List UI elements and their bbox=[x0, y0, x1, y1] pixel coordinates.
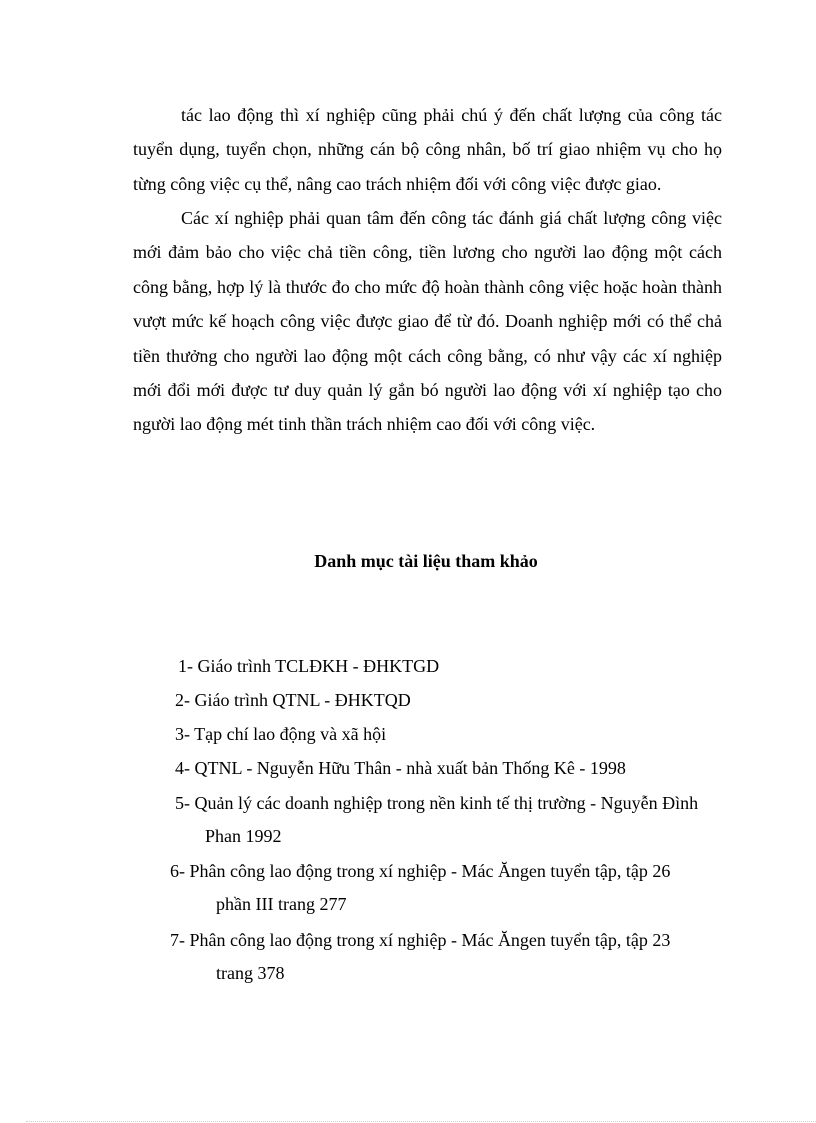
reference-text: 7- Phân công lao động trong xí nghiệp - Mác Ăngen tuyển tập, tập 23 bbox=[170, 930, 671, 950]
reference-item bbox=[175, 752, 626, 785]
reference-text: 5- Quản lý các doanh nghiệp trong nền kinh tế thị trường - Nguyễn Đình bbox=[175, 793, 699, 813]
references-heading: Danh mục tài liệu tham khảo bbox=[314, 551, 538, 571]
reference-item bbox=[178, 650, 439, 683]
reference-continuation: phần III trang 277 bbox=[216, 894, 347, 914]
reference-text: 2- Giáo trình QTNL - ĐHKTQD bbox=[175, 690, 411, 710]
reference-text: 6- Phân công lao động trong xí nghiệp - Mác Ăngen tuyển tập, tập 26 bbox=[170, 861, 671, 881]
reference-item bbox=[175, 684, 411, 717]
reference-item bbox=[170, 924, 723, 990]
reference-text: 1- Giáo trình TCLĐKH - ĐHKTGD bbox=[178, 656, 440, 676]
page-bottom-divider bbox=[26, 1121, 816, 1122]
reference-continuation: trang 378 bbox=[216, 963, 285, 983]
reference-item bbox=[170, 855, 723, 921]
reference-text: 4- QTNL - Nguyễn Hữu Thân - nhà xuất bản Thống Kê - 1998 bbox=[175, 758, 626, 778]
body-paragraph-1: tác lao động thì xí nghiệp cũng phải chú ý đến chất lượng của công tác tuyển dụng, tuyển chọn, những cán bộ công nhân, bố trí giao nhiệm vụ cho họ từng công việc cụ thể, nâng cao trách nhiệm đối với công việc được giao. bbox=[133, 105, 722, 194]
reference-item bbox=[175, 718, 386, 751]
reference-item bbox=[175, 787, 723, 853]
body-paragraph-2: Các xí nghiệp phải quan tâm đến công tác đánh giá chất lượng công việc mới đảm bảo cho việc chả tiền công, tiền lương cho người lao động một cách công bằng, hợp lý là thước đo cho mức độ hoàn thành công việc hoặc hoàn thành vượt mức kế hoạch công việc được giao để từ đó. Doanh nghiệp mới có thể chả tiền thưởng cho người lao động một cách công bằng, có như vậy các xí nghiệp mới đổi mới được tư duy quản lý gắn bó người lao động với xí nghiệp tạo cho người lao động mét tinh thần trách nhiệm cao đối với công việc. bbox=[133, 208, 722, 435]
reference-continuation: Phan 1992 bbox=[205, 826, 282, 846]
reference-text: 3- Tạp chí lao động và xã hội bbox=[175, 724, 387, 744]
